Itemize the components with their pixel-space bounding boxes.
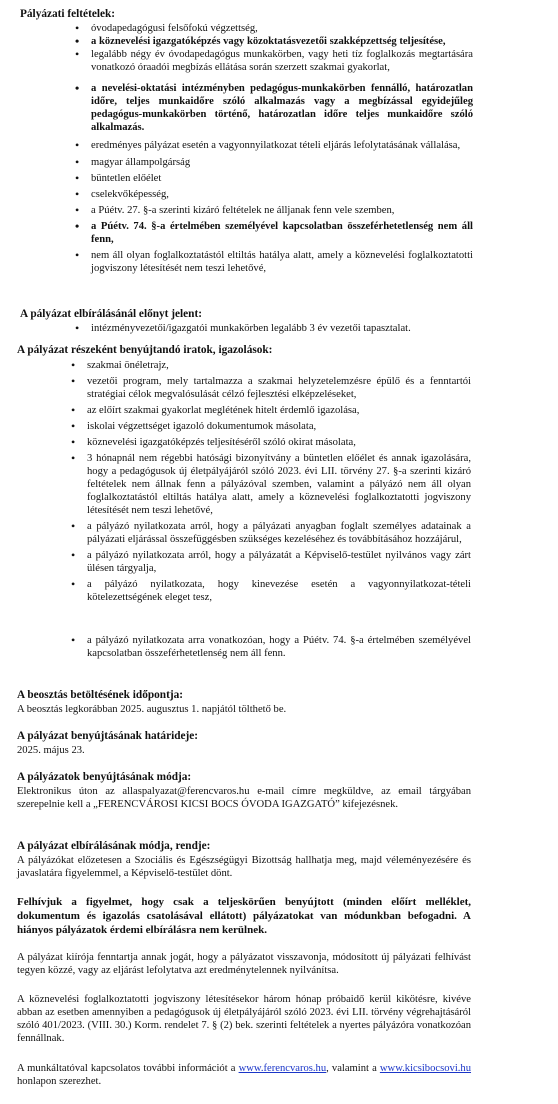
list-item: • büntetlen előélet: [91, 172, 473, 185]
list-item: • a pályázó nyilatkozata arról, hogy a pályázatát a Képviselő-testület nyilvános vagy zárt ülésen tárgyalja,: [87, 549, 471, 575]
kicsibocsovi-link[interactable]: www.kicsibocsovi.hu: [379, 1063, 472, 1074]
deadline-text: 2025. május 23.: [17, 745, 85, 756]
documents-list: [87, 359, 471, 604]
list-item: • szakmai önéletrajz,: [87, 359, 471, 372]
list-item: • magyar állampolgárság: [91, 156, 473, 169]
attention-notice: Felhívjuk a figyelmet, hogy csak a teljeskörűen benyújtott (minden előírt melléklet, dokumentum és igazolás csatolásával ellátott) pályázatokat van módunkban befogadni. A hiányos pályázatok érdemi elbírálásra nem kerülnek.: [17, 896, 471, 936]
list-item: • legalább négy év óvodapedagógus munkakörben, vagy heti tíz foglalkozás megtartására vonatkozó óraadói megbízás ellátása során szerzett szakmai gyakorlat,: [91, 48, 473, 74]
documents-heading: A pályázat részeként benyújtandó iratok, igazolások:: [17, 344, 273, 356]
rights-text: A pályázat kiírója fenntartja annak jogát, hogy a pályázatot visszavonja, módosított új pályázati felhívást tegyen közzé, vagy az eljárást lefolytatva azt eredménytelennek nyilvánítsa.: [17, 952, 471, 976]
requirements-heading: Pályázati feltételek:: [20, 8, 116, 20]
list-item: • vezetői program, mely tartalmazza a szakmai helyzetelemzésre épülő és a fenntartói stratégiai célok megvalósulását célzó fejlesztési elképzeléseket,: [87, 375, 471, 401]
advantage-heading: A pályázat elbírálásánál előnyt jelent:: [20, 308, 202, 320]
list-item: • az előírt szakmai gyakorlat meglétének hitelt érdemlő igazolása,: [87, 404, 471, 417]
list-item: • a pályázó nyilatkozata arról, hogy a pályázati anyagban foglalt személyes adatainak a pályázati eljárással összefüggésben szükséges kezeléséhez és továbbításához hozzájárul,: [87, 520, 471, 546]
contact-info-post: honlapon szerezhet.: [17, 1076, 102, 1087]
deadline-heading: A pályázat benyújtásának határideje:: [17, 730, 199, 742]
list-item: • a Púétv. 74. §-a értelmében személyével kapcsolatban összeférhetetlenség nem áll fenn,: [91, 220, 473, 246]
list-item: • óvodapedagógusi felsőfokú végzettség,: [91, 22, 473, 35]
list-item: • a pályázó nyilatkozata arra vonatkozóan, hogy a Púétv. 74. §-a értelmében személyével kapcsolatban összeférhetetlenség nem áll fenn.: [87, 634, 471, 660]
start-date-heading: A beosztás betöltésének időpontja:: [17, 689, 184, 701]
list-item: • iskolai végzettséget igazoló dokumentumok másolata,: [87, 420, 471, 433]
requirements-list: [91, 22, 473, 275]
ferencvaros-link[interactable]: www.ferencvaros.hu: [238, 1063, 327, 1074]
probation-text: A köznevelési foglalkoztatotti jogviszony létesítésekor három hónap próbaidő kerül kikötésre, kivéve abban az esetben amennyiben a pedagógusok új életpályájáról szóló 2023. évi LII. törvény végrehajtásáról szóló 401/2023. (VIII. 30.) Korm. rendelet 7. § (2) bek. szerinti feltételek a nyertes pályázóra vonatkozóan fennállnak.: [17, 994, 471, 1044]
advantage-list: [91, 322, 473, 335]
list-item: • intézményvezetői/igazgatói munkakörben legalább 3 év vezetői tapasztalat.: [91, 322, 473, 335]
evaluation-heading: A pályázat elbírálásának módja, rendje:: [17, 840, 211, 852]
contact-info: [17, 1062, 471, 1088]
contact-info-pre: A munkáltatóval kapcsolatos további információt a: [17, 1063, 236, 1074]
list-item: • nem áll olyan foglalkoztatástól eltiltás hatálya alatt, amely a köznevelési foglalkoztatotti jogviszony létesítését nem teszi lehetővé,: [91, 249, 473, 275]
start-date-text: A beosztás legkorábban 2025. augusztus 1. napjától tölthető be.: [17, 704, 287, 715]
list-item: • eredményes pályázat esetén a vagyonnyilatkozat tételi eljárás lefolytatásának vállalása,: [91, 139, 473, 152]
list-item: • köznevelési igazgatóképzés teljesítéséről szóló okirat másolata,: [87, 436, 471, 449]
list-item: • a pályázó nyilatkozata, hogy kinevezése esetén a vagyonnyilatkozat-tételi kötelezettségének eleget tesz,: [87, 578, 471, 604]
contact-info-mid: , valamint a: [326, 1063, 377, 1074]
submission-method-heading: A pályázatok benyújtásának módja:: [17, 771, 192, 783]
submission-method-text: Elektronikus úton az allaspalyazat@ferencvaros.hu e-mail címre megküldve, az email tárgyában szerepelnie kell a „FERENCVÁROSI KICSI BOCS ÓVODA IGAZGATÓ” kifejezésnek.: [17, 786, 471, 810]
evaluation-text: A pályázókat előzetesen a Szociális és Egészségügyi Bizottság hallhatja meg, majd véleményezésére és javaslatára figyelemmel, a Képviselő-testület dönt.: [17, 855, 471, 879]
list-item: • a nevelési-oktatási intézményben pedagógus-munkakörben fennálló, határozatlan időre, teljes munkaidőre szóló alkalmazás vagy a megbízással egyidejűleg pedagógus-munkakörben történő, határozatlan időre teljes munkaidőre szóló alkalmazás.: [91, 82, 473, 134]
documents-list-last: [87, 634, 471, 660]
list-item: • cselekvőképesség,: [91, 188, 473, 201]
list-item: • a Púétv. 27. §-a szerinti kizáró feltételek ne álljanak fenn vele szemben,: [91, 204, 473, 217]
list-item: • 3 hónapnál nem régebbi hatósági bizonyítvány a büntetlen előélet és annak igazolására, hogy a pedagógusok új életpályájáról szóló 2023. évi LII. törvény 27. §-a szerinti kizáró feltételek nem állnak fenn a pályázóval szemben, valamint a pályázó nem áll olyan foglalkoztatástól eltiltás hatálya alatt, amely a köznevelési foglalkoztatotti jogviszony létesítését nem teszi lehetővé,: [87, 452, 471, 517]
list-item: • a köznevelési igazgatóképzés vagy közoktatásvezetői szakképzettség teljesítése,: [91, 35, 473, 48]
